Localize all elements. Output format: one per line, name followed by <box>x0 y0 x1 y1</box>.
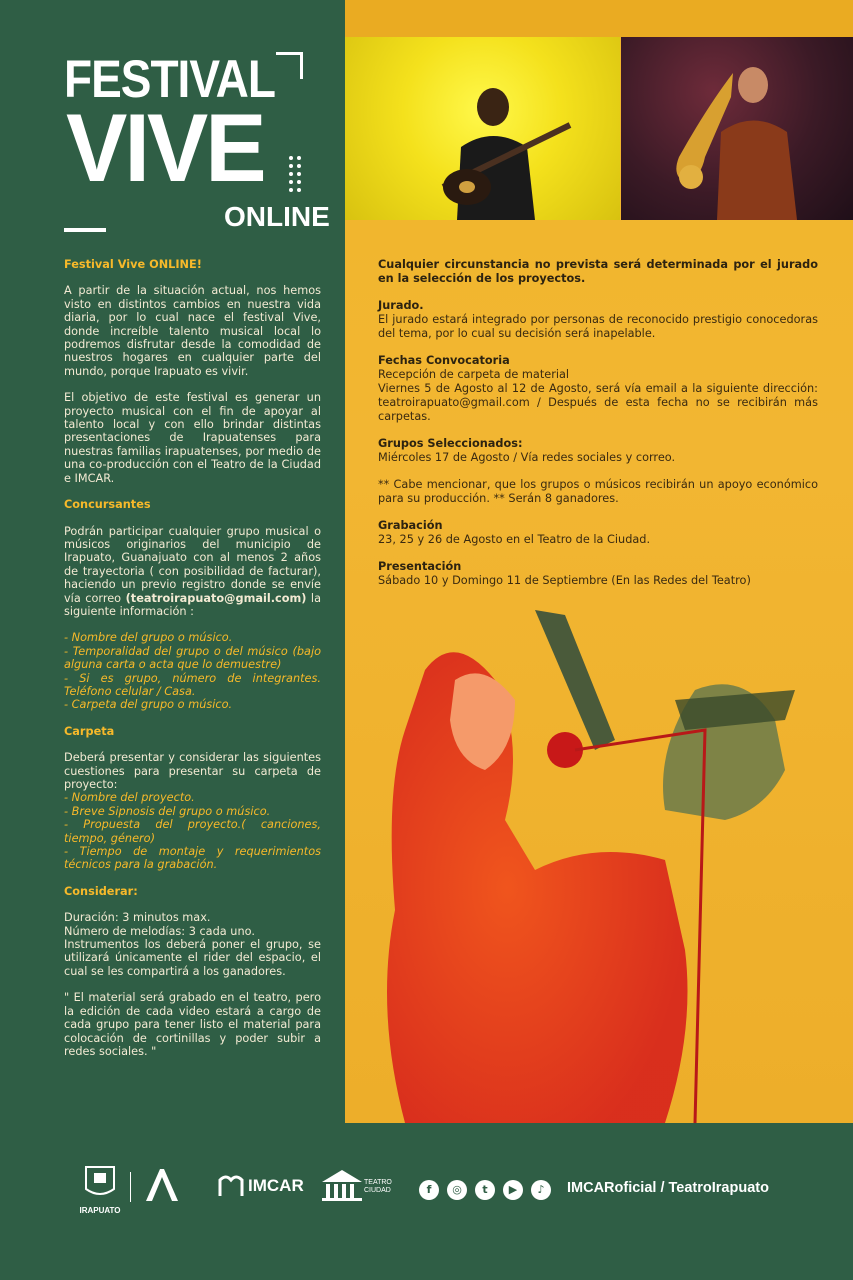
circumstance-note: Cualquier circunstancia no prevista será determinada por el jurado en la selección de los proyectos. <box>378 258 818 285</box>
title-line-online: ONLINE <box>224 201 330 232</box>
carpeta-heading: Carpeta <box>64 724 115 738</box>
concursantes-heading: Concursantes <box>64 498 151 512</box>
carpeta-paragraph: Deberá presentar y considerar las siguientes cuestiones para presentar su carpeta de proyecto: <box>64 751 321 791</box>
teatro-ciudad-logo <box>320 1168 398 1202</box>
concursantes-paragraph <box>64 525 321 619</box>
top-band <box>345 0 853 37</box>
irapuato-logo <box>76 1163 124 1215</box>
considerar-instruments: Instrumentos los deberá poner el grupo, se utilizará únicamente el rider del espacio, el cual se les compartirá a los ganadores. <box>64 938 321 978</box>
considerar-duration: Duración: 3 minutos max. <box>64 911 211 925</box>
concursantes-item: - Temporalidad del grupo o del músico (bajo alguna carta o acta que lo demuestre) <box>64 644 321 672</box>
fechas-dates: Viernes 5 de Agosto al 12 de Agosto, será vía email a la siguiente dirección: teatroirapuato@gmail.com / Después de esta fecha no se recibirán más carpetas. <box>378 382 818 423</box>
presentacion-paragraph: Sábado 10 y Domingo 11 de Septiembre (En las Redes del Teatro) <box>378 574 751 587</box>
considerar-heading: Considerar: <box>64 884 138 898</box>
grabacion-paragraph: 23, 25 y 26 de Agosto en el Teatro de la Ciudad. <box>378 533 651 546</box>
twitter-icon[interactable]: t <box>475 1180 495 1200</box>
concursantes-item: - Carpeta del grupo o músico. <box>64 698 233 712</box>
right-panel <box>345 0 853 1123</box>
irapuato-logo-label: IRAPUATO <box>79 1206 121 1215</box>
youtube-icon[interactable]: ▶ <box>503 1180 523 1200</box>
guitarist-photo <box>345 37 620 220</box>
social-handle[interactable]: IMCARoficial / TeatroIrapuato <box>567 1180 769 1196</box>
concursantes-text-a: Podrán participar cualquier grupo musical o músicos originarios del municipio de Irapuato, Guanajuato con al menos 2 años de trayectoria ( con posibilidad de facturar), haciendo un previo registro donde se envíe vía correo <box>64 524 321 605</box>
carpeta-item: - Propuesta del proyecto.( canciones, tiempo, género) <box>64 818 321 845</box>
left-panel <box>0 0 345 1140</box>
footer <box>0 1140 853 1280</box>
grupos-heading: Grupos Seleccionados: <box>378 437 523 450</box>
title-line-vive: VIVE <box>66 94 264 202</box>
imcar-logo-label: IMCAR <box>248 1176 304 1195</box>
jurado-paragraph: El jurado estará integrado por personas de reconocido prestigio conocedoras del tema, por lo cual su decisión será inapelable. <box>378 313 818 340</box>
logo-divider <box>130 1172 131 1202</box>
tiktok-icon[interactable]: ♪ <box>531 1180 551 1200</box>
festival-title <box>64 48 330 242</box>
teatro-ciudad-label: TEATRO CIUDAD <box>364 1179 392 1194</box>
contact-email: (teatroirapuato@gmail.com) <box>125 591 307 605</box>
considerar-note: " El material será grabado en el teatro, pero la edición de cada video estará a cargo de cada grupo para tener listo el material para colocación de cortinillas y poder subir a redes sociales. " <box>64 991 321 1058</box>
intro-paragraph-1: A partir de la situación actual, nos hemos visto en distintos cambios en nuestra vida diaria, por lo cual nace el festival Vive, donde increíble talento musical local lo podremos disfrutar desde la comodidad de nuestros hogares en cualquier parte del mundo, porque Irapuato es vivir. <box>64 284 321 378</box>
concursantes-item: - Si es grupo, número de integrantes. Teléfono celular / Casa. <box>64 671 321 698</box>
fechas-heading: Fechas Convocatoria <box>378 354 510 367</box>
imcar-logo <box>218 1170 308 1202</box>
grupos-paragraph: Miércoles 17 de Agosto / Vía redes sociales y correo. <box>378 451 676 464</box>
intro-heading: Festival Vive ONLINE! <box>64 258 202 271</box>
carpeta-item: - Nombre del proyecto. <box>64 791 195 805</box>
anniversary-logo <box>142 1165 182 1205</box>
dots-decoration <box>289 156 305 192</box>
fechas-reception: Recepción de carpeta de material <box>378 368 570 381</box>
presentacion-heading: Presentación <box>378 560 462 573</box>
corner-bracket-decoration <box>276 52 303 79</box>
instagram-icon[interactable]: ◎ <box>447 1180 467 1200</box>
title-line-festival: FESTIVAL <box>64 48 275 109</box>
underline-bar <box>64 228 106 232</box>
facebook-icon[interactable]: f <box>419 1180 439 1200</box>
concursantes-text-b: la siguiente información : <box>64 591 321 618</box>
grabacion-heading: Grabación <box>378 519 443 532</box>
saxophonist-photo <box>621 37 853 220</box>
left-column-text <box>64 258 321 1058</box>
concursantes-item: - Nombre del grupo o músico. <box>64 631 233 645</box>
grupos-note: ** Cabe mencionar, que los grupos o músicos recibirán un apoyo económico para su producción. ** Serán 8 ganadores. <box>378 478 818 505</box>
carpeta-item: - Tiempo de montaje y requerimientos técnicos para la grabación. <box>64 845 321 872</box>
considerar-melodies: Número de melodías: 3 cada uno. <box>64 924 255 938</box>
jurado-heading: Jurado. <box>378 299 424 312</box>
singer-illustration <box>365 610 853 1123</box>
right-column-text <box>378 258 818 588</box>
carpeta-item: - Breve Sipnosis del grupo o músico. <box>64 804 271 818</box>
intro-paragraph-2: El objetivo de este festival es generar un proyecto musical con el fin de apoyar al talento local y con ello brindar distintas presentaciones de Irapuatenses para nuestras familias irapuatenses, por medio de una co-producción con el Teatro de la Ciudad e IMCAR. <box>64 391 321 485</box>
